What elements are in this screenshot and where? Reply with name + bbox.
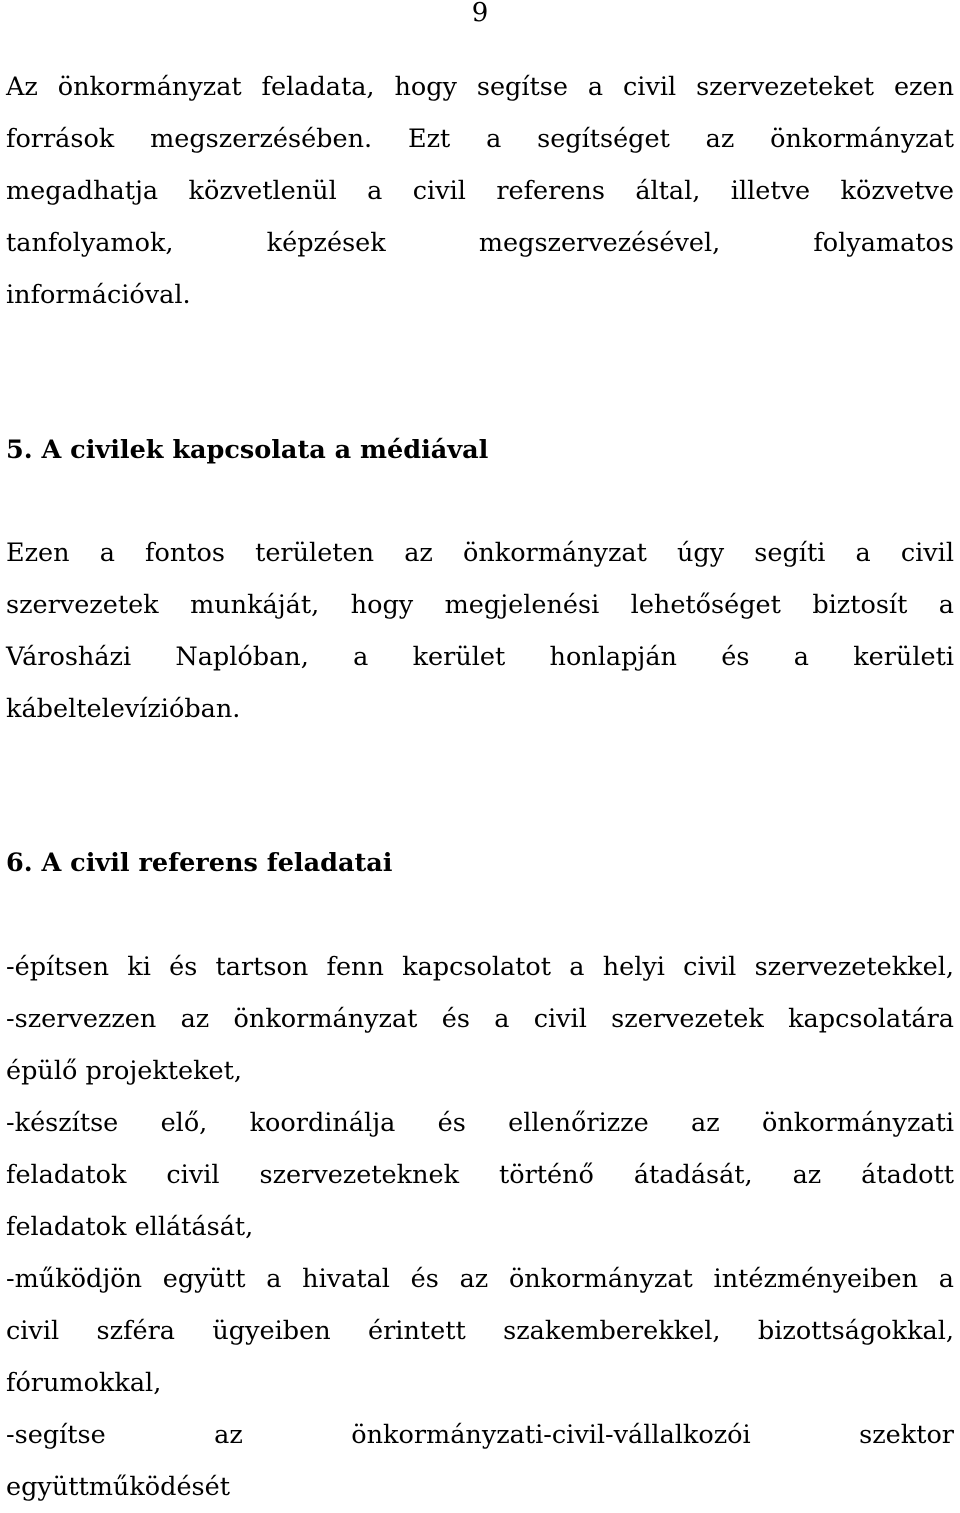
list-line: épülő projekteket, xyxy=(6,1056,242,1086)
section-6-heading: 6. A civil referens feladatai xyxy=(6,848,393,878)
section-5-line: Városházi Naplóban, a kerület honlapján és a kerületi xyxy=(6,642,954,672)
list-line: feladatok ellátását, xyxy=(6,1212,254,1242)
intro-line: információval. xyxy=(6,280,191,310)
list-line: feladatok civil szervezeteknek történő átadását, az átadott xyxy=(6,1160,954,1190)
intro-line: Az önkormányzat feladata, hogy segítse a civil szervezeteket ezen xyxy=(6,72,954,102)
list-line: -segítse az önkormányzati-civil-vállalkozói szektor xyxy=(6,1420,954,1450)
section-6-list xyxy=(6,941,954,1513)
list-line: együttműködését xyxy=(6,1472,230,1502)
intro-line: tanfolyamok, képzések megszervezésével, folyamatos xyxy=(6,228,954,258)
section-5-heading: 5. A civilek kapcsolata a médiával xyxy=(6,435,489,465)
section-5-paragraph xyxy=(6,527,954,735)
section-5-line: szervezetek munkáját, hogy megjelenési lehetőséget biztosít a xyxy=(6,590,954,620)
section-5-line: Ezen a fontos területen az önkormányzat úgy segíti a civil xyxy=(6,538,954,568)
list-line: -szervezzen az önkormányzat és a civil szervezetek kapcsolatára xyxy=(6,1004,954,1034)
list-line: fórumokkal, xyxy=(6,1368,162,1398)
list-line: civil szféra ügyeiben érintett szakemberekkel, bizottságokkal, xyxy=(6,1316,954,1346)
list-line: -készítse elő, koordinálja és ellenőrizze az önkormányzati xyxy=(6,1108,954,1138)
list-line: -építsen ki és tartson fenn kapcsolatot a helyi civil szervezetekkel, xyxy=(6,952,954,982)
list-line: -működjön együtt a hivatal és az önkormányzat intézményeiben a xyxy=(6,1264,954,1294)
section-5-line: kábeltelevízióban. xyxy=(6,694,241,724)
page-number: 9 xyxy=(471,0,489,28)
intro-line: források megszerzésében. Ezt a segítséget az önkormányzat xyxy=(6,124,954,154)
intro-paragraph xyxy=(6,61,954,321)
intro-line: megadhatja közvetlenül a civil referens által, illetve közvetve xyxy=(6,176,954,206)
